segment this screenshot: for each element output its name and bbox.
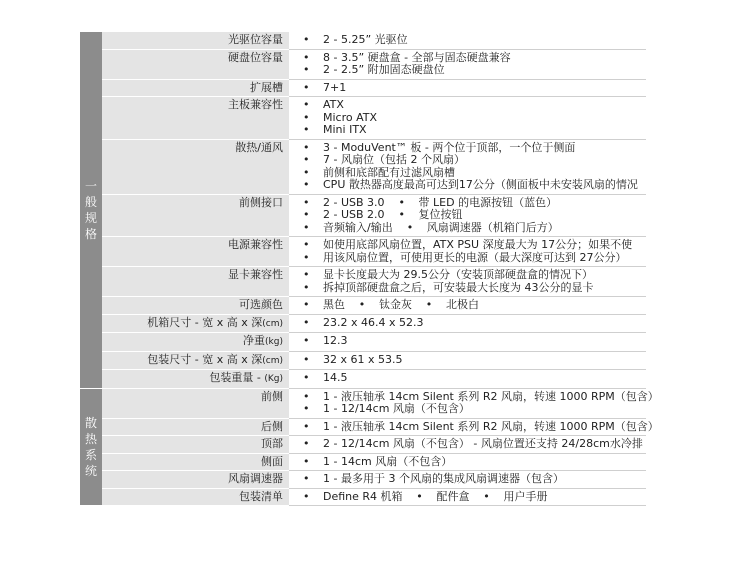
- bullet: •: [303, 123, 310, 136]
- value-item: 用户手册: [503, 489, 548, 503]
- spec-row: [80, 49, 646, 79]
- value-line: [289, 456, 646, 469]
- spec-value: [289, 471, 646, 489]
- spec-label-text: 电源兼容性: [228, 238, 283, 251]
- bullet: •: [303, 268, 310, 281]
- spec-row: [80, 297, 646, 315]
- value-text: 复位按钮: [418, 208, 463, 221]
- value-item: 钛金灰: [379, 298, 412, 311]
- bullet: •: [406, 220, 414, 234]
- spec-label-text: 后侧: [261, 419, 283, 433]
- value-text: 拆掉顶部硬盘盒之后，可安装最大长度为 43公分的显卡: [323, 280, 594, 294]
- spec-row: [80, 471, 646, 489]
- value-line: [289, 222, 646, 235]
- bullet: •: [303, 178, 310, 191]
- value-text: 1 - 液压轴承 14cm Silent 系列 R2 风扇，转速 1000 RPM（包含）: [323, 419, 659, 433]
- spec-value: [289, 370, 646, 389]
- value-line: [289, 317, 646, 330]
- value-item: 黑色: [323, 298, 345, 311]
- spec-row: [80, 32, 646, 49]
- spec-label: [102, 79, 289, 97]
- spec-label-text: 散热/通风: [235, 140, 283, 154]
- spec-row: [80, 237, 646, 267]
- value-line: [289, 473, 646, 486]
- spec-value: [289, 436, 646, 454]
- bullet: •: [303, 352, 310, 366]
- bullet: •: [303, 195, 310, 209]
- bullet: •: [303, 489, 310, 503]
- spec-value: [289, 32, 646, 49]
- category-text: 一般规格: [85, 178, 98, 241]
- bullet: •: [303, 280, 310, 294]
- spec-value: [289, 418, 659, 436]
- spec-row: [80, 488, 646, 506]
- spec-label: [102, 194, 289, 237]
- bullet: •: [303, 63, 310, 76]
- value-text: 7+1: [323, 80, 347, 94]
- value-line: [289, 179, 646, 192]
- spec-label: [102, 418, 289, 436]
- bullet: •: [416, 489, 423, 503]
- bullet: •: [303, 419, 310, 433]
- value-line: [289, 335, 646, 348]
- value-line: [289, 403, 646, 416]
- spec-label: [102, 237, 289, 267]
- spec-label-unit: (cm): [262, 318, 283, 329]
- value-text: 音频输入/输出: [323, 220, 393, 234]
- spec-label-text: 包装重量 -: [209, 371, 265, 384]
- bullet: •: [303, 110, 310, 124]
- value-text: 23.2 x 46.4 x 52.3: [323, 315, 424, 329]
- spec-value: [289, 79, 646, 97]
- bullet: •: [303, 402, 310, 415]
- value-item: Define R4 机箱: [323, 489, 403, 503]
- value-line: [289, 34, 646, 47]
- spec-label: [102, 97, 289, 140]
- bullet: •: [303, 140, 310, 154]
- spec-row: [80, 351, 646, 370]
- spec-label-text: 机箱尺寸 - 宽 x 高 x 深: [147, 315, 263, 329]
- value-line: [289, 64, 646, 77]
- spec-sheet: [80, 32, 659, 506]
- bullet: •: [303, 165, 310, 179]
- spec-label: [102, 436, 289, 454]
- value-line: [289, 209, 646, 222]
- spec-label-unit: (Kg): [264, 374, 283, 384]
- value-line: [289, 269, 646, 282]
- value-line: [289, 491, 646, 504]
- spec-label-text: 前侧接口: [239, 195, 283, 209]
- spec-label-text: 显卡兼容性: [228, 268, 283, 281]
- spec-row: [80, 79, 646, 97]
- bullet: •: [303, 334, 310, 347]
- bullet: •: [303, 33, 310, 46]
- value-text: 带 LED 的电源按钮（蓝色）: [418, 195, 558, 209]
- value-line: [289, 419, 659, 434]
- spec-value: [289, 97, 646, 140]
- spec-label-text: 净重: [243, 334, 266, 347]
- spec-label: [102, 333, 289, 352]
- spec-label-unit: (cm): [262, 355, 283, 366]
- spec-value: [289, 351, 646, 370]
- value-text: 1 - 12/14cm 风扇（不包含）: [323, 402, 470, 415]
- spec-row: [80, 388, 646, 418]
- value-text: 如使用底部风扇位置，ATX PSU 深度最大为 17公分；如果不使: [323, 238, 633, 251]
- spec-value: [289, 139, 646, 194]
- value-line: [289, 354, 646, 367]
- value-line: [289, 154, 646, 167]
- spec-label-text: 包装尺寸 - 宽 x 高 x 深: [147, 352, 263, 366]
- spec-value: [289, 237, 646, 267]
- spec-label-text: 主板兼容性: [228, 98, 283, 111]
- section-category: [80, 32, 102, 388]
- value-text: 用该风扇位置，可使用更长的电源（最大深度可达到 27公分）: [323, 250, 627, 264]
- section-category: [80, 388, 102, 506]
- value-line: [289, 372, 646, 385]
- value-text: 3 - ModuVent™ 板 - 两个位于顶部，一个位于侧面: [323, 140, 576, 154]
- value-line: [289, 82, 646, 95]
- spec-value: [289, 314, 646, 333]
- bullet: •: [425, 298, 433, 311]
- value-text: ATX: [323, 98, 344, 111]
- value-text: 14.5: [323, 371, 348, 384]
- spec-label: [102, 139, 289, 194]
- value-text: 前侧和底部配有过滤风扇槽: [323, 165, 455, 179]
- spec-row: [80, 267, 646, 297]
- value-text: Mini ITX: [323, 123, 367, 136]
- bullet: •: [303, 315, 310, 329]
- bullet: •: [358, 298, 366, 311]
- bullet: •: [303, 98, 310, 111]
- spec-label: [102, 267, 289, 297]
- value-line: [289, 124, 646, 137]
- spec-value: [289, 267, 646, 297]
- bullet: •: [303, 371, 310, 384]
- spec-label: [102, 32, 289, 49]
- spec-row: [80, 418, 646, 436]
- value-line: [289, 252, 646, 265]
- value-item: 北极白: [446, 298, 479, 311]
- spec-row: [80, 139, 646, 194]
- value-text: 1 - 14cm 风扇（不包含）: [323, 454, 453, 468]
- spec-label: [102, 471, 289, 489]
- spec-label: [102, 314, 289, 333]
- bullet: •: [303, 80, 310, 94]
- spec-row: [80, 436, 646, 454]
- spec-label-text: 光驱位容量: [228, 33, 283, 46]
- value-line: [289, 239, 646, 252]
- spec-label-text: 顶部: [261, 437, 283, 450]
- spec-value: [289, 49, 646, 79]
- spec-label-text: 可选颜色: [239, 298, 283, 311]
- bullet: •: [303, 298, 310, 311]
- bullet: •: [303, 472, 310, 485]
- spec-row: [80, 194, 646, 237]
- spec-label: [102, 297, 289, 315]
- value-text: 1 - 液压轴承 14cm Silent 系列 R2 风扇，转速 1000 RPM（包含）: [323, 389, 659, 403]
- bullet: •: [303, 250, 310, 264]
- value-text: 12.3: [323, 334, 348, 347]
- bullet: •: [303, 454, 310, 468]
- spec-value: [289, 194, 646, 237]
- value-text: 8 - 3.5” 硬盘盒 - 全部与固态硬盘兼容: [323, 50, 511, 64]
- value-text: 7 - 风扇位（包括 2 个风扇）: [323, 153, 465, 166]
- spec-row: [80, 314, 646, 333]
- value-text: 32 x 61 x 53.5: [323, 352, 403, 366]
- bullet: •: [398, 208, 406, 221]
- value-text: 2 - 2.5” 附加固态硬盘位: [323, 63, 445, 76]
- value-line: [289, 99, 646, 112]
- spec-label: [102, 388, 289, 418]
- spec-value: [289, 333, 646, 352]
- spec-value: [289, 453, 646, 471]
- spec-label: [102, 488, 289, 506]
- value-line: [289, 438, 646, 451]
- spec-label-text: 风扇调速器: [228, 472, 283, 485]
- spec-label: [102, 351, 289, 370]
- bullet: •: [483, 489, 490, 503]
- value-text: 2 - USB 2.0: [323, 208, 385, 221]
- spec-row: [80, 453, 646, 471]
- spec-label: [102, 49, 289, 79]
- spec-label: [102, 453, 289, 471]
- bullet: •: [303, 208, 310, 221]
- value-text: CPU 散热器高度最高可达到17公分（侧面板中未安装风扇的情况: [323, 178, 638, 191]
- value-text: 显卡长度最大为 29.5公分（安装顶部硬盘盒的情况下）: [323, 268, 593, 281]
- bullet: •: [303, 437, 310, 450]
- bullet: •: [303, 220, 310, 234]
- value-text: 风扇调速器（机箱门后方）: [426, 220, 559, 234]
- value-text: 2 - 5.25” 光驱位: [323, 33, 408, 46]
- spec-label-text: 前侧: [261, 389, 283, 403]
- spec-label-unit: (kg): [265, 337, 283, 347]
- spec-label-text: 侧面: [261, 454, 283, 468]
- bullet: •: [303, 50, 310, 64]
- spec-label-text: 包装清单: [239, 489, 283, 503]
- bullet: •: [303, 389, 310, 403]
- value-text: 1 - 最多用于 3 个风扇的集成风扇调速器（包含）: [323, 472, 564, 485]
- spec-label-text: 硬盘位容量: [228, 50, 283, 64]
- value-item: 配件盒: [436, 489, 470, 503]
- value-line: [289, 299, 646, 312]
- spec-value: [289, 297, 646, 315]
- value-text: 2 - USB 3.0: [323, 195, 385, 209]
- spec-label: [102, 370, 289, 389]
- bullet: •: [303, 238, 310, 251]
- bullet: •: [398, 195, 406, 209]
- bullet: •: [303, 153, 310, 166]
- spec-row: [80, 97, 646, 140]
- spec-value: [289, 488, 646, 506]
- spec-row: [80, 370, 646, 389]
- spec-value: [289, 388, 659, 418]
- value-text: Micro ATX: [323, 110, 378, 124]
- value-text: 2 - 12/14cm 风扇（不包含） - 风扇位置还支持 24/28cm水冷排: [323, 437, 643, 450]
- spec-label-text: 扩展槽: [250, 80, 283, 94]
- category-text: 散热系统: [85, 415, 98, 478]
- spec-table: [80, 32, 659, 506]
- value-line: [289, 282, 646, 295]
- spec-row: [80, 333, 646, 352]
